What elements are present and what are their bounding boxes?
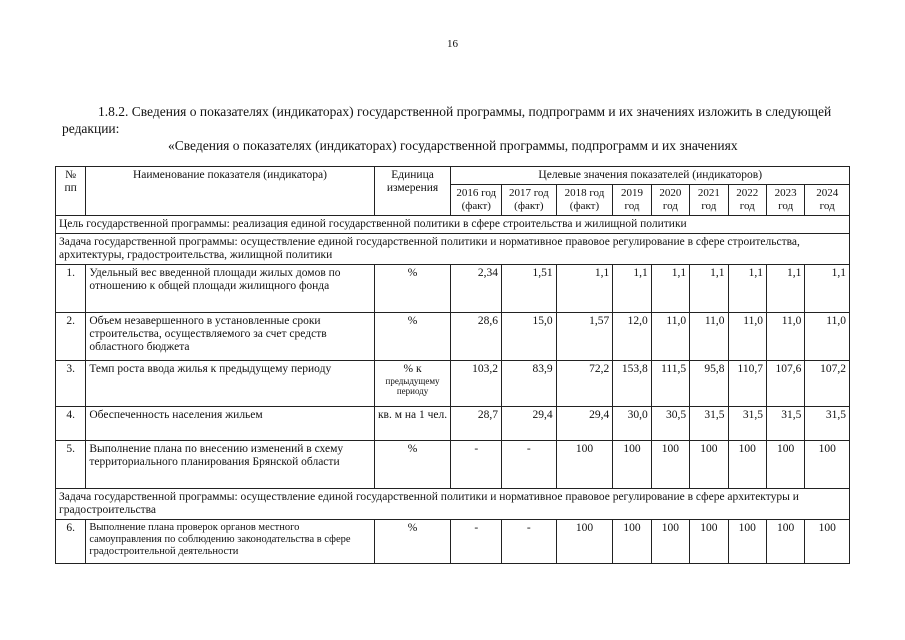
row-value: 153,8: [613, 361, 651, 407]
row-value: 30,5: [651, 407, 689, 441]
page-number: 16: [447, 38, 458, 50]
row-value: 1,1: [690, 265, 728, 313]
row-value: 1,57: [556, 313, 613, 361]
row-value: 1,1: [728, 265, 766, 313]
header-row: [56, 167, 850, 185]
row-num: 3.: [56, 361, 86, 407]
row-value: 28,6: [451, 313, 502, 361]
row-value: 100: [728, 520, 766, 564]
row-name: Удельный вес введенной площади жилых домов по отношению к общей площади жилищного фонда: [86, 265, 374, 313]
row-value: 100: [805, 441, 850, 489]
row-value: 31,5: [766, 407, 804, 441]
col-header-num: № пп: [56, 167, 86, 216]
row-unit: кв. м на 1 чел.: [374, 407, 451, 441]
row-value: 11,0: [728, 313, 766, 361]
table-row: [56, 265, 850, 313]
row-value: -: [451, 441, 502, 489]
row-value: 103,2: [451, 361, 502, 407]
row-value: 2,34: [451, 265, 502, 313]
row-value: 110,7: [728, 361, 766, 407]
row-value: 11,0: [651, 313, 689, 361]
year-header-2016: 2016 год (факт): [451, 185, 502, 216]
row-value: 100: [613, 520, 651, 564]
row-value: 100: [613, 441, 651, 489]
row-name: Выполнение плана проверок органов местного самоуправления по соблюдению законодательства в сфере градостроительной деятельности: [86, 520, 374, 564]
row-num: 6.: [56, 520, 86, 564]
row-num: 2.: [56, 313, 86, 361]
table-row: [56, 361, 850, 407]
row-name: Выполнение плана по внесению изменений в схему территориального планирования Брянской области: [86, 441, 374, 489]
col-header-name: Наименование показателя (индикатора): [86, 167, 374, 216]
year-header-2023: 2023 год: [766, 185, 804, 216]
unit-sub: предыдущему периоду: [385, 376, 440, 396]
unit-main: % к: [403, 363, 422, 375]
row-value: 72,2: [556, 361, 613, 407]
row-value: 107,2: [805, 361, 850, 407]
col-header-unit: Единица измерения: [374, 167, 451, 216]
row-value: 100: [766, 520, 804, 564]
row-value: 100: [690, 520, 728, 564]
year-header-2019: 2019 год: [613, 185, 651, 216]
row-value: 31,5: [728, 407, 766, 441]
row-num: 5.: [56, 441, 86, 489]
row-value: -: [502, 520, 557, 564]
row-value: 100: [766, 441, 804, 489]
row-value: -: [451, 520, 502, 564]
year-header-2020: 2020 год: [651, 185, 689, 216]
row-value: 11,0: [690, 313, 728, 361]
row-value: 100: [651, 441, 689, 489]
task-row: [56, 234, 850, 265]
row-value: 15,0: [502, 313, 557, 361]
row-name: Объем незавершенного в установленные сроки строительства, осуществляемого за счет средств областного бюджета: [86, 313, 374, 361]
col-header-target: Целевые значения показателей (индикаторов): [451, 167, 850, 185]
row-value: 95,8: [690, 361, 728, 407]
row-value: 100: [556, 520, 613, 564]
goal-text: Цель государственной программы: реализация единой государственной политики в сфере строительства и жилищной политики: [56, 216, 850, 234]
row-value: 100: [728, 441, 766, 489]
row-unit: %: [374, 441, 451, 489]
row-unit: [374, 361, 451, 407]
year-header-2018: 2018 год (факт): [556, 185, 613, 216]
row-value: 100: [651, 520, 689, 564]
goal-row: [56, 216, 850, 234]
table-row: [56, 313, 850, 361]
task-row: [56, 489, 850, 520]
row-value: 83,9: [502, 361, 557, 407]
year-header-2021: 2021 год: [690, 185, 728, 216]
row-value: 107,6: [766, 361, 804, 407]
row-value: 11,0: [766, 313, 804, 361]
row-value: 28,7: [451, 407, 502, 441]
row-value: 11,0: [805, 313, 850, 361]
task-text: Задача государственной программы: осуществление единой государственной политики и нормативное правовое регулирование в сфере архитектуры и градостроительства: [56, 489, 850, 520]
row-value: 1,1: [805, 265, 850, 313]
row-value: 12,0: [613, 313, 651, 361]
row-value: 30,0: [613, 407, 651, 441]
row-value: 29,4: [556, 407, 613, 441]
indicators-table: [55, 166, 850, 564]
row-value: 1,1: [651, 265, 689, 313]
row-value: 31,5: [805, 407, 850, 441]
row-value: 100: [690, 441, 728, 489]
section-heading: 1.8.2. Сведения о показателях (индикаторах) государственной программы, подпрограмм и их значениях изложить в следующей редакции:: [62, 104, 832, 136]
row-value: 100: [556, 441, 613, 489]
row-unit: %: [374, 520, 451, 564]
year-header-2024: 2024 год: [805, 185, 850, 216]
row-unit: %: [374, 313, 451, 361]
row-value: 100: [805, 520, 850, 564]
year-header-2017: 2017 год (факт): [502, 185, 557, 216]
row-name: Темп роста ввода жилья к предыдущему периоду: [86, 361, 374, 407]
year-header-2022: 2022 год: [728, 185, 766, 216]
table-row: [56, 441, 850, 489]
row-num: 1.: [56, 265, 86, 313]
table-title: «Сведения о показателях (индикаторах) государственной программы, подпрограмм и их значениях: [168, 138, 738, 153]
row-value: 29,4: [502, 407, 557, 441]
row-value: 1,51: [502, 265, 557, 313]
table-row: [56, 520, 850, 564]
row-name: Обеспеченность населения жильем: [86, 407, 374, 441]
row-value: -: [502, 441, 557, 489]
row-value: 111,5: [651, 361, 689, 407]
table-row: [56, 407, 850, 441]
row-value: 31,5: [690, 407, 728, 441]
row-unit: %: [374, 265, 451, 313]
row-value: 1,1: [613, 265, 651, 313]
task-text: Задача государственной программы: осуществление единой государственной политики и нормативное правовое регулирование в сфере строительства, архитектуры, градостроительства, жилищной политики: [56, 234, 850, 265]
row-value: 1,1: [556, 265, 613, 313]
row-value: 1,1: [766, 265, 804, 313]
row-num: 4.: [56, 407, 86, 441]
